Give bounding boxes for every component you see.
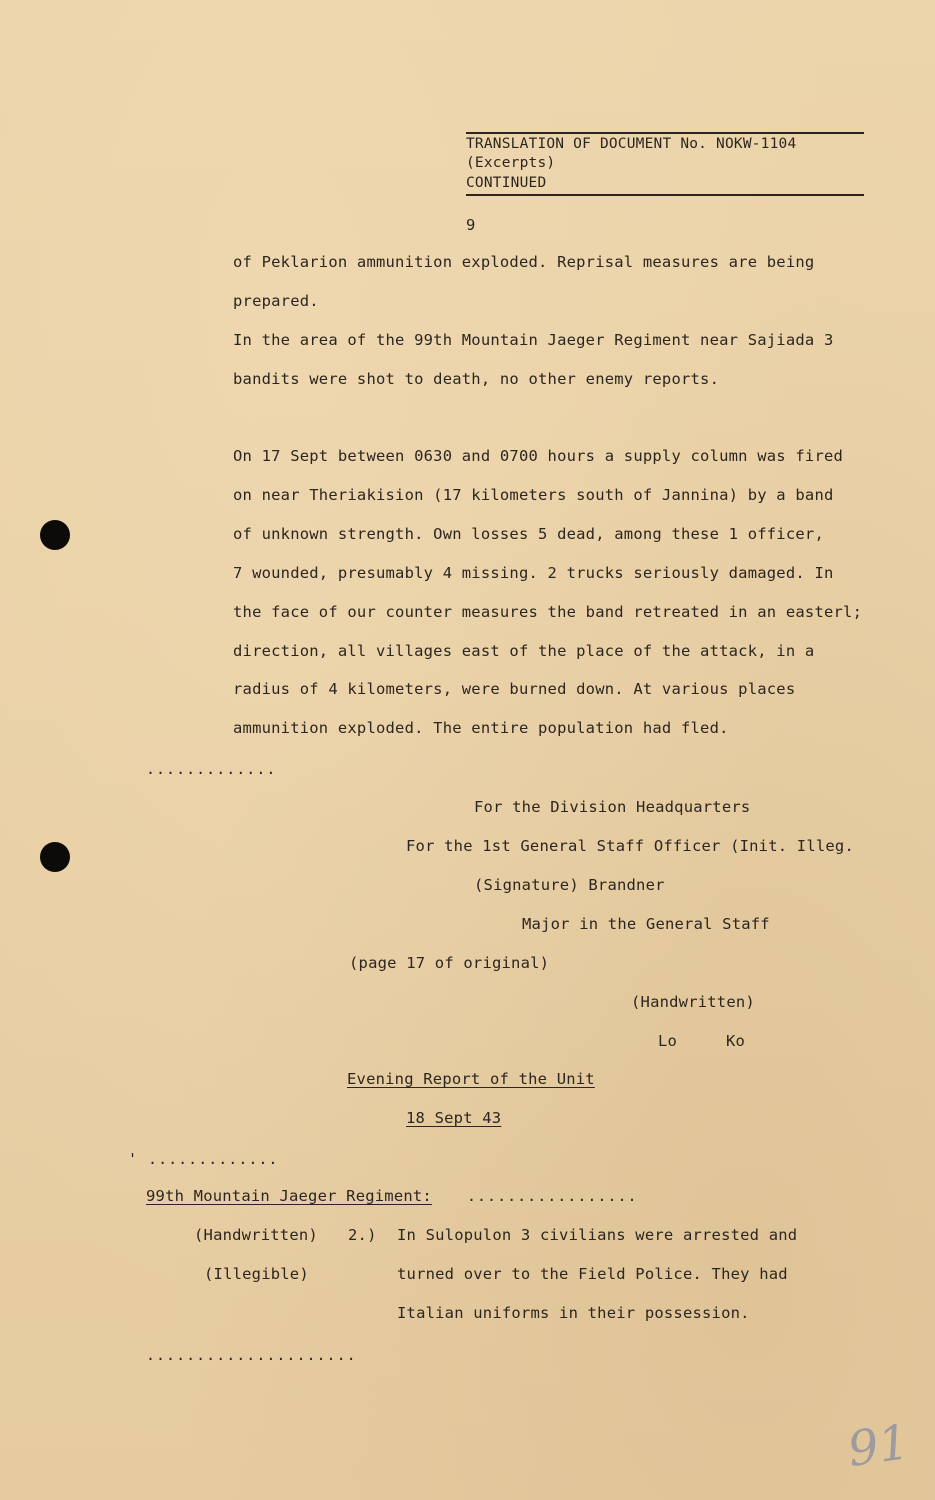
body-line: ammunition exploded. The entire population had fled. — [233, 719, 729, 737]
punch-hole-bottom — [40, 842, 70, 872]
regiment-dots: ................. — [467, 1187, 638, 1205]
body-line: In the area of the 99th Mountain Jaeger Regiment near Sajiada 3 — [233, 331, 834, 349]
header-continued: CONTINUED — [466, 175, 547, 191]
page-reference: (page 17 of original) — [349, 954, 550, 972]
signature-line: (Signature) Brandner — [474, 876, 665, 894]
regiment-heading: 99th Mountain Jaeger Regiment: — [146, 1187, 432, 1205]
item-number: 2.) — [348, 1226, 377, 1244]
handwritten-initials-lo: Lo — [658, 1032, 678, 1050]
item-line: turned over to the Field Police. They had — [397, 1265, 788, 1283]
signature-line: For the 1st General Staff Officer (Init. Illeg. — [406, 837, 854, 855]
ellipsis-separator: ' ............. — [128, 1150, 279, 1168]
punch-hole-top — [40, 520, 70, 550]
body-line: of unknown strength. Own losses 5 dead, among these 1 officer, — [233, 525, 824, 543]
signature-line: For the Division Headquarters — [474, 798, 751, 816]
body-line: the face of our counter measures the band retreated in an easterl; — [233, 603, 863, 621]
item-line: Italian uniforms in their possession. — [397, 1304, 750, 1322]
header-bottom-rule — [466, 194, 864, 196]
handwritten-note: (Handwritten) — [631, 993, 755, 1011]
handwritten-page-number: 91 — [844, 1414, 913, 1478]
header-subtitle: (Excerpts) — [466, 155, 556, 171]
body-line: prepared. — [233, 292, 319, 310]
header-title: TRANSLATION OF DOCUMENT No. NOKW-1104 — [466, 136, 797, 152]
handwritten-initials-ko: Ko — [726, 1032, 746, 1050]
evening-report-title: Evening Report of the Unit — [347, 1070, 595, 1088]
page-number: 9 — [466, 216, 476, 234]
item-line: In Sulopulon 3 civilians were arrested and — [397, 1226, 798, 1244]
ellipsis-separator: ..................... — [146, 1346, 357, 1364]
body-line: direction, all villages east of the place of the attack, in a — [233, 642, 815, 660]
body-line: 7 wounded, presumably 4 missing. 2 trucks seriously damaged. In — [233, 564, 834, 582]
body-line: radius of 4 kilometers, were burned down. At various places — [233, 680, 796, 698]
body-line: on near Theriakision (17 kilometers south of Jannina) by a band — [233, 486, 834, 504]
margin-note: (Handwritten) — [194, 1226, 318, 1244]
ellipsis-separator: ............. — [146, 760, 277, 778]
margin-note: (Illegible) — [204, 1265, 309, 1283]
header-top-rule — [466, 132, 864, 134]
body-line: On 17 Sept between 0630 and 0700 hours a supply column was fired — [233, 447, 844, 465]
evening-report-date: 18 Sept 43 — [406, 1109, 502, 1127]
signature-line: Major in the General Staff — [522, 915, 770, 933]
body-line: bandits were shot to death, no other enemy reports. — [233, 370, 720, 388]
body-line: of Peklarion ammunition exploded. Reprisal measures are being — [233, 253, 815, 271]
